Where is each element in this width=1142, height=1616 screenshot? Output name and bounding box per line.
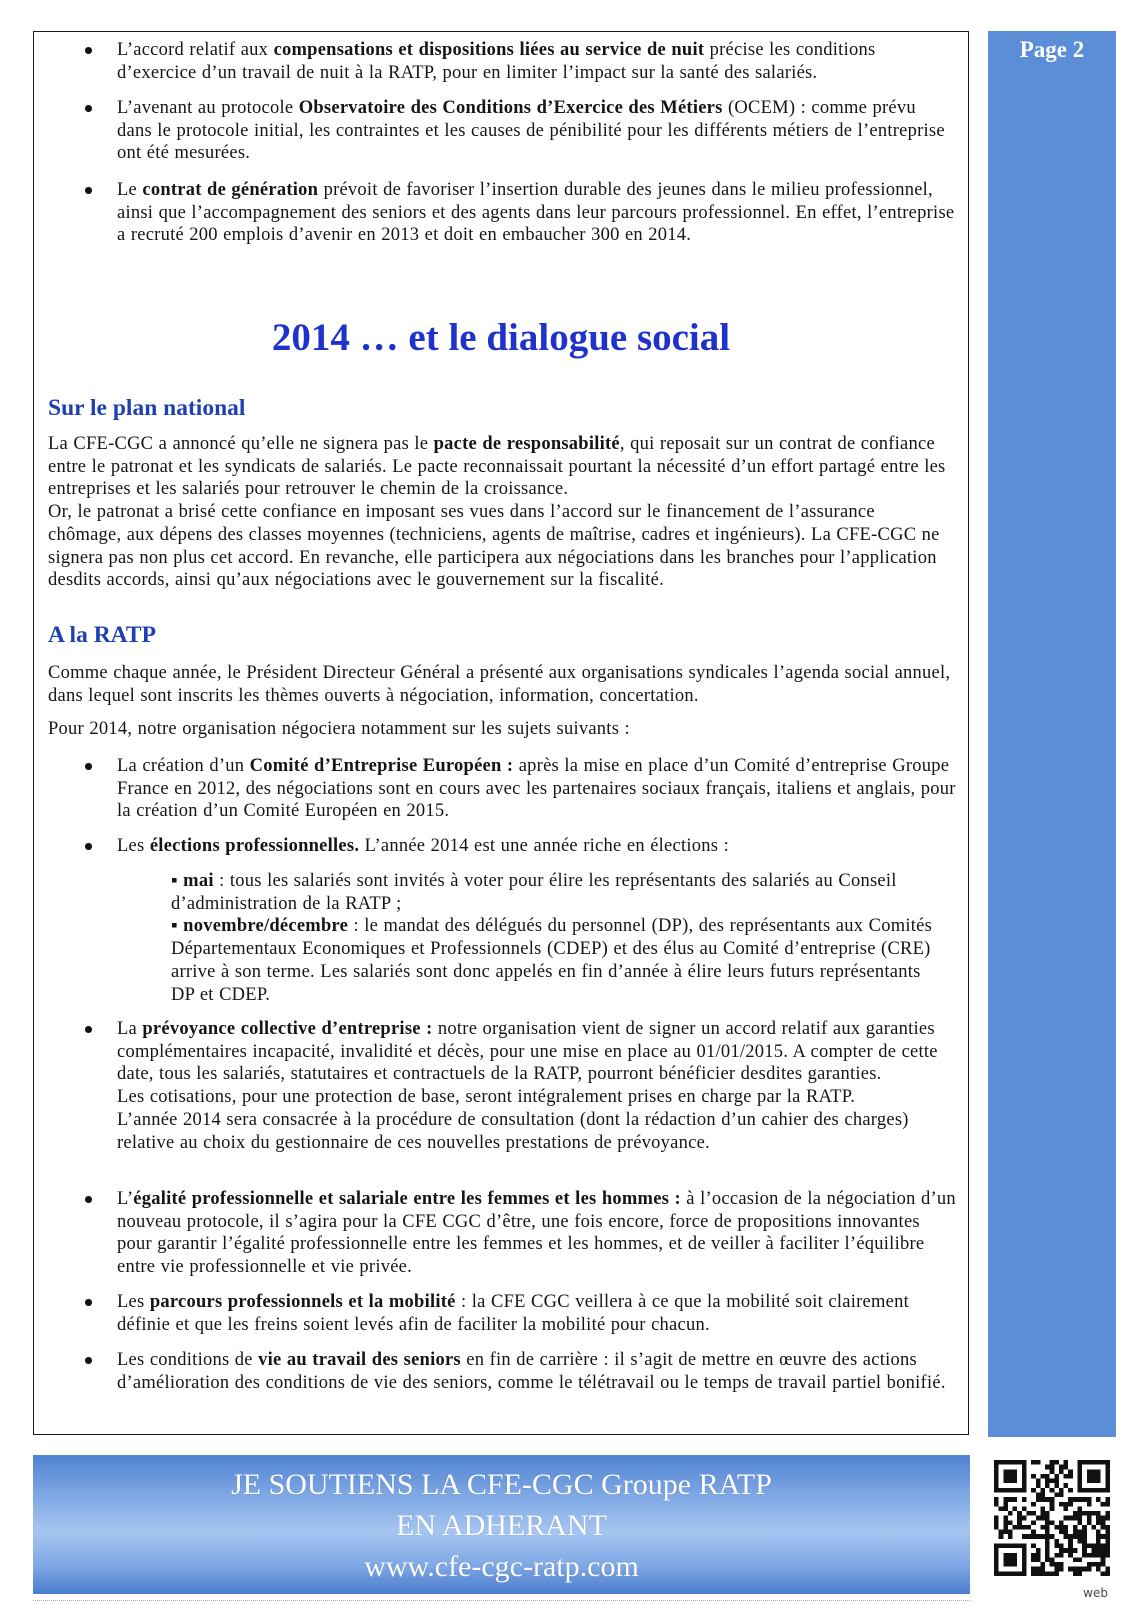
text-run: Les	[117, 836, 150, 856]
article-box	[33, 31, 969, 1435]
bold-text: prévoyance collective d’entreprise :	[142, 1019, 433, 1039]
bullet-item-seniors	[117, 1349, 956, 1394]
section-heading: 2014 … et le dialogue social	[271, 316, 731, 359]
text-run: Les conditions de	[117, 1350, 259, 1370]
text-run: Les cotisations, pour une protection de base, seront intégralement prises en charge par la RATP.	[117, 1087, 856, 1108]
text-run: La création d’un	[117, 756, 250, 776]
bold-text: compensations et dispositions liées au service de nuit	[273, 40, 705, 60]
text-run: La CFE-CGC a annoncé qu’elle ne signera pas le	[48, 434, 434, 454]
bullet-text	[117, 1291, 956, 1336]
bullet-text	[117, 835, 956, 858]
bullet-dot	[85, 843, 92, 850]
bullet-dot	[85, 1026, 92, 1033]
text-run: en fin de carrière : il s’agit de mettre en œuvre des actions d’amélioration des conditions de vie des seniors, comme le télétravail ou le temps de travail partiel bonifié.	[117, 1350, 946, 1393]
bold-text: contrat de génération	[142, 180, 319, 200]
banner-line-support: JE SOUTIENS LA CFE-CGC Groupe RATP	[231, 1467, 772, 1501]
bullet-dot	[85, 1299, 92, 1306]
text-run: précise les conditions d’exercice d’un travail de nuit à la RATP, pour en limiter l’impact sur la santé des salariés.	[117, 40, 876, 83]
bullet-dot	[85, 47, 92, 54]
bullet-dot	[85, 1357, 92, 1364]
bold-text: ▪ mai	[171, 871, 214, 891]
bold-text: parcours professionnels et la mobilité	[149, 1292, 456, 1312]
bullet-text	[117, 1188, 956, 1279]
paragraph-national	[48, 433, 953, 592]
bullet-item-parcours	[117, 1291, 956, 1336]
bold-text: ▪ novembre/décembre	[171, 916, 349, 937]
text-run: Les	[117, 1292, 150, 1312]
bullet-item-contrat-generation	[117, 179, 956, 247]
paragraph-agenda: Comme chaque année, le Président Directeur Général a présenté aux organisations syndicales l’agenda social annuel, dans lequel sont inscrits les thèmes ouverts à négociation, information, concertation.	[48, 663, 951, 706]
subheading-ratp: A la RATP	[48, 622, 156, 648]
text-run: après la mise en place d’un Comité d’entreprise Groupe France en 2012, des négociations sont en cours avec les partenaires sociaux français, italiens et anglais, pour la création d’un Comité Européen en 2015.	[117, 756, 956, 822]
membership-banner	[33, 1455, 970, 1594]
banner-website-link[interactable]: www.cfe-cgc-ratp.com	[364, 1549, 639, 1583]
text-run: La	[117, 1019, 143, 1039]
bold-text: Comité d’Entreprise Européen :	[249, 756, 514, 776]
bullet-dot	[85, 187, 92, 194]
text-run: notre organisation vient de signer un accord relatif aux garanties complémentaires incapacité, invalidité et décès, pour une mise en place au 01/01/2015. A compter de cette date, tous les salariés, statutaires et contractuels de la RATP, pourront bénéficier desdites garanties.	[117, 1019, 938, 1085]
text-run: (OCEM) : comme prévu dans le protocole initial, les contraintes et les causes de pénibilité pour les différents métiers de l’entreprise ont été mesurées.	[117, 98, 945, 164]
bullet-item-prevoyance	[117, 1018, 956, 1154]
text-run: L’année 2014 sera consacrée à la procédure de consultation (dont la rédaction d’un cahier des charges) relative au choix du gestionnaire de ces nouvelles prestations de prévoyance.	[117, 1109, 909, 1153]
bullet-item-egalite	[117, 1188, 956, 1279]
subheading-national: Sur le plan national	[48, 395, 246, 421]
bold-text: pacte de responsabilité	[433, 434, 620, 454]
banner-line-adherant: EN ADHERANT	[396, 1508, 607, 1542]
bold-text: vie au travail des seniors	[258, 1350, 461, 1370]
bullet-text	[117, 755, 956, 823]
text-run: Le	[117, 180, 143, 200]
bullet-item-elections	[117, 835, 956, 858]
paragraph-lead: Pour 2014, notre organisation négociera notamment sur les sujets suivants :	[48, 719, 630, 739]
bullet-text	[117, 179, 956, 247]
qr-modules	[994, 1460, 1110, 1576]
sub-item-novembre-decembre	[171, 915, 945, 1006]
text-run: : tous les salariés sont invités à voter pour élire les représentants des salariés au Conseil d’administration de la RATP ;	[171, 871, 897, 914]
qr-code-icon	[994, 1460, 1110, 1576]
text-run: à l’occasion de la négociation d’un nouveau protocole, il s’agira pour la CFE CGC d’être, une fois encore, force de propositions innovantes pour garantir l’égalité professionnelle entre les femmes et les hommes, et de veiller à faciliter l’équilibre entre vie professionnelle et vie privée.	[117, 1189, 956, 1278]
bullet-item-ocem	[117, 97, 956, 165]
text-run: L’	[117, 1189, 134, 1209]
text-run: : le mandat des délégués du personnel (DP), des représentants aux Comités Départementaux Economiques et Professionnels (CDEP) et des élus au Comité d’entreprise (CRE) arrive à son terme. Les salariés sont donc appelés en fin d’année à élire leurs futurs représentants DP et CDEP.	[171, 916, 933, 1005]
text-run: , qui reposait sur un contrat de confiance entre le patronat et les syndicats de salariés. Le pacte reconnaissait pourtant la nécessité d’un effort partagé entre les entreprises et les salariés pour retrouver le chemin de la croissance.	[48, 434, 946, 500]
dotted-divider	[33, 1600, 970, 1601]
bullet-text	[117, 1018, 956, 1154]
text-run: L’année 2014 est une année riche en élections :	[359, 836, 729, 856]
text-run: : la CFE CGC veillera à ce que la mobilité soit clairement définie et que les freins soient levés afin de faciliter la mobilité pour chacun.	[117, 1292, 909, 1335]
text-run: Or, le patronat a brisé cette confiance en imposant ses vues dans l’accord sur le financement de l’assurance chômage, aux dépens des classes moyennes (techniciens, agents de maîtrise, cadres et ingénieurs). La CFE-CGC ne signera pas non plus cet accord. En revanche, elle participera aux négociations dans les branches pour l’application desdits accords, ainsi qu’aux négociations avec le gouvernement sur la fiscalité.	[48, 502, 940, 591]
bullet-item-comite-europeen	[117, 755, 956, 823]
sub-item-mai	[171, 870, 945, 915]
bullet-text	[117, 97, 956, 165]
page-sidebar	[988, 31, 1116, 1437]
page-number-label: Page 2	[1019, 37, 1085, 62]
bold-text: égalité professionnelle et salariale entre les femmes et les hommes :	[133, 1189, 681, 1209]
text-run: prévoit de favoriser l’insertion durable des jeunes dans le milieu professionnel, ainsi que l’accompagnement des seniors et des agents dans leur parcours professionnel. En effet, l’entreprise a recruté 200 emplois d’avenir en 2013 et doit en embaucher 300 en 2014.	[117, 180, 955, 246]
bullet-dot	[85, 763, 92, 770]
bullet-text	[117, 1349, 956, 1394]
bold-text: élections professionnelles.	[149, 836, 360, 856]
election-sub-list	[171, 870, 945, 1006]
bullet-dot	[85, 1196, 92, 1203]
bold-text: Observatoire des Conditions d’Exercice des Métiers	[298, 98, 723, 118]
bullet-text	[117, 39, 956, 84]
text-run: L’avenant au protocole	[117, 98, 299, 118]
bullet-dot	[85, 105, 92, 112]
text-run: L’accord relatif aux	[117, 40, 274, 60]
bullet-item-night-work	[117, 39, 956, 84]
qr-caption: web	[1083, 1586, 1108, 1600]
